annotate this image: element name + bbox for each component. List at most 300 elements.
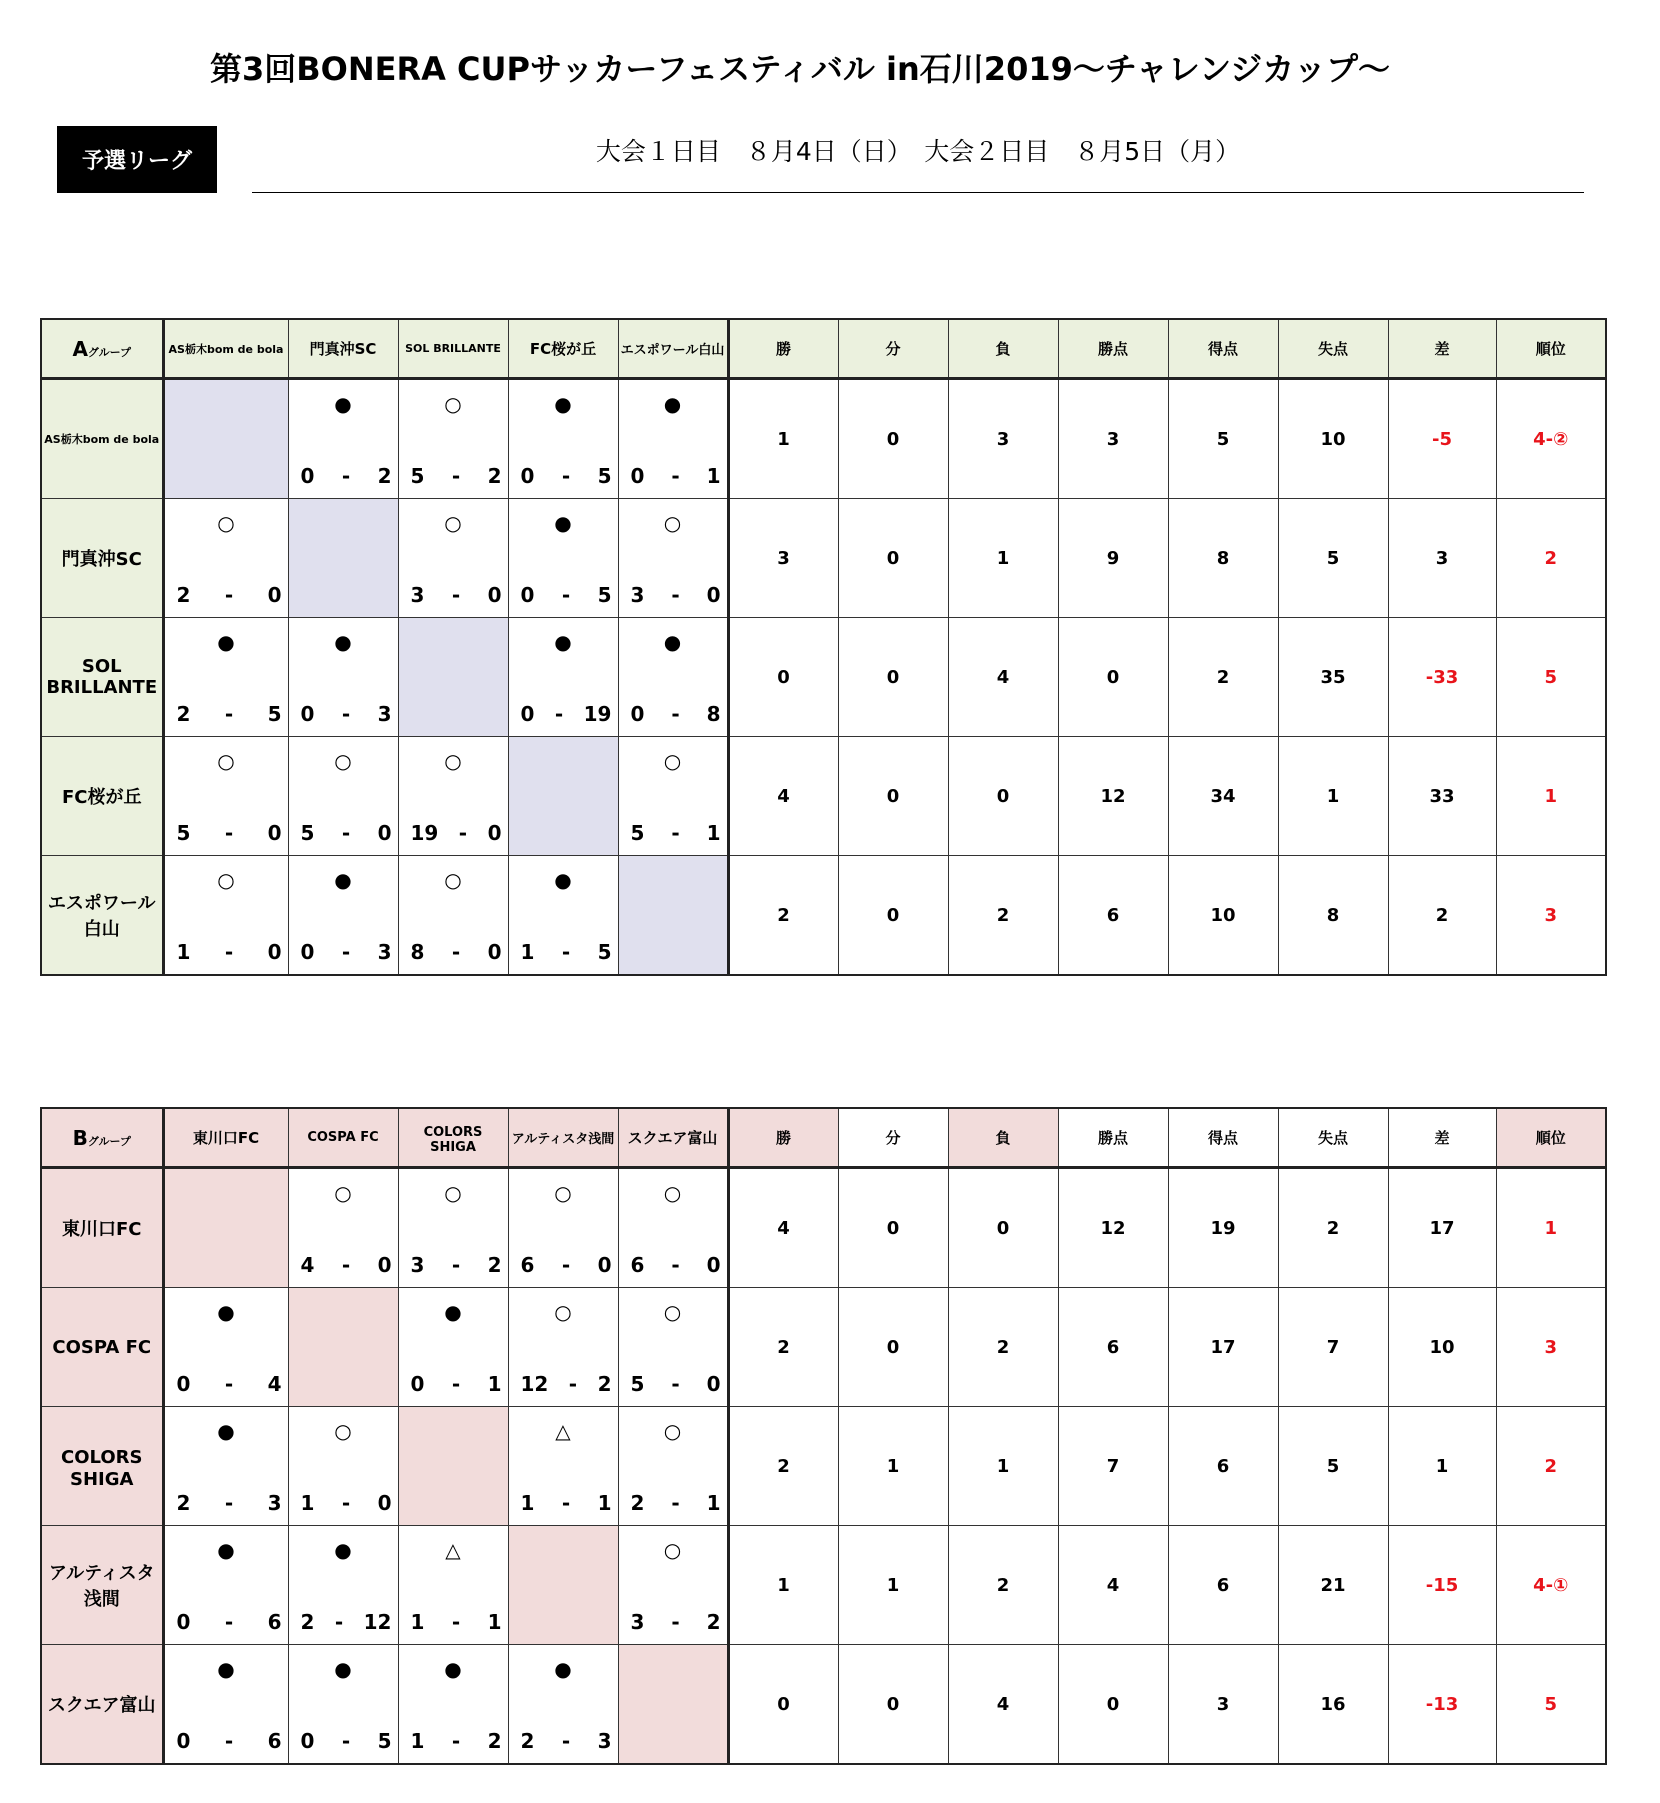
score-for: 2 — [520, 1729, 535, 1753]
match-result — [399, 380, 508, 498]
stat-value: 0 — [728, 1645, 838, 1765]
match-score — [301, 1729, 392, 1753]
team-header: 東川口FC — [163, 1108, 288, 1168]
stat-value: 0 — [838, 737, 948, 856]
score-dash: - — [224, 702, 234, 726]
stat-value: 2 — [728, 1407, 838, 1526]
match-result-cell — [398, 737, 508, 856]
score-against: 2 — [487, 1253, 502, 1277]
score-against: 0 — [377, 821, 392, 845]
score-for: 0 — [300, 702, 315, 726]
result-mark: ○ — [217, 511, 235, 535]
score-for: 6 — [630, 1253, 645, 1277]
stat-value: 4 — [948, 618, 1058, 737]
score-for: 5 — [630, 1372, 645, 1396]
stat-value: 9 — [1058, 499, 1168, 618]
match-result-cell — [163, 1288, 288, 1407]
score-dash: - — [561, 1729, 571, 1753]
score-dash: - — [451, 1729, 461, 1753]
score-dash: - — [224, 1491, 234, 1515]
match-score — [411, 1253, 502, 1277]
score-dash: - — [451, 583, 461, 607]
score-for: 0 — [520, 702, 535, 726]
score-dash: - — [451, 464, 461, 488]
score-against: 0 — [377, 1253, 392, 1277]
match-result-cell — [398, 1645, 508, 1765]
row-team-name: アルティスタ浅間 — [41, 1526, 163, 1645]
header-row — [41, 319, 1606, 379]
match-score — [301, 1610, 392, 1634]
score-dash: - — [561, 464, 571, 488]
result-mark: ● — [334, 630, 352, 654]
match-score — [177, 1372, 282, 1396]
match-result-cell — [398, 1168, 508, 1288]
match-score — [177, 940, 282, 964]
match-result — [289, 856, 398, 974]
match-result-cell — [398, 379, 508, 499]
match-score — [631, 702, 721, 726]
stat-value: 6 — [1058, 1288, 1168, 1407]
score-for: 0 — [520, 583, 535, 607]
self-match-cell — [508, 1526, 618, 1645]
row-team-name: スクエア富山 — [41, 1645, 163, 1765]
stat-value: 10 — [1168, 856, 1278, 976]
stat-value: 0 — [838, 1168, 948, 1288]
score-against: 0 — [706, 583, 721, 607]
score-against: 6 — [267, 1729, 282, 1753]
score-for: 3 — [630, 583, 645, 607]
result-mark: ● — [554, 630, 572, 654]
team-header: COSPA FC — [288, 1108, 398, 1168]
result-mark: ○ — [444, 868, 462, 892]
match-result — [399, 1526, 508, 1644]
score-for: 1 — [520, 1491, 535, 1515]
score-for: 2 — [176, 1491, 191, 1515]
score-for: 1 — [520, 940, 535, 964]
result-mark: ○ — [217, 749, 235, 773]
match-result — [509, 499, 618, 617]
match-result — [619, 737, 727, 855]
score-dash: - — [568, 1372, 578, 1396]
match-result-cell — [163, 1407, 288, 1526]
stat-value: 2 — [728, 1288, 838, 1407]
match-result-cell — [618, 1407, 728, 1526]
rank-value: 4-② — [1496, 379, 1606, 499]
score-dash: - — [671, 583, 680, 607]
group-a-table — [40, 318, 1607, 976]
score-against: 2 — [597, 1372, 612, 1396]
score-for: 1 — [300, 1491, 315, 1515]
score-against: 0 — [267, 940, 282, 964]
stat-value: 0 — [838, 856, 948, 976]
match-result — [399, 1169, 508, 1287]
score-dash: - — [224, 1372, 234, 1396]
match-result-cell — [288, 618, 398, 737]
stat-value: 6 — [1168, 1407, 1278, 1526]
stat-value: 1 — [728, 1526, 838, 1645]
header-row — [41, 1108, 1606, 1168]
score-dash: - — [671, 821, 680, 845]
match-result-cell — [398, 856, 508, 976]
score-for: 8 — [410, 940, 425, 964]
stat-value: 1 — [838, 1526, 948, 1645]
goal-difference: 10 — [1388, 1288, 1496, 1407]
match-result-cell — [508, 1168, 618, 1288]
score-for: 2 — [630, 1491, 645, 1515]
match-score — [521, 1491, 612, 1515]
match-result-cell — [618, 499, 728, 618]
self-match-cell — [398, 1407, 508, 1526]
score-against: 6 — [267, 1610, 282, 1634]
match-result-cell — [288, 1526, 398, 1645]
score-dash: - — [561, 940, 571, 964]
match-score — [301, 821, 392, 845]
score-for: 3 — [410, 583, 425, 607]
team-header: SOL BRILLANTE — [398, 319, 508, 379]
stat-value: 35 — [1278, 618, 1388, 737]
stat-value: 0 — [838, 1645, 948, 1765]
match-result — [619, 618, 727, 736]
score-against: 2 — [487, 464, 502, 488]
match-score — [411, 1610, 502, 1634]
result-mark: ○ — [663, 1300, 682, 1324]
match-result-cell — [288, 856, 398, 976]
stat-header: 得点 — [1168, 1108, 1278, 1168]
stat-value: 2 — [948, 1526, 1058, 1645]
match-result — [619, 380, 727, 498]
rank-value: 2 — [1496, 1407, 1606, 1526]
score-for: 19 — [410, 821, 439, 845]
stat-value: 0 — [948, 737, 1058, 856]
result-mark: ● — [444, 1657, 462, 1681]
team-header: AS栃木bom de bola — [163, 319, 288, 379]
group-label — [41, 1108, 163, 1168]
stat-header: 負 — [948, 1108, 1058, 1168]
score-dash: - — [671, 464, 680, 488]
result-mark: ● — [217, 630, 235, 654]
self-match-cell — [163, 1168, 288, 1288]
score-for: 1 — [410, 1610, 425, 1634]
result-mark: ○ — [554, 1181, 572, 1205]
team-row — [41, 1407, 1606, 1526]
self-match-cell — [288, 1288, 398, 1407]
match-result-cell — [288, 1168, 398, 1288]
match-result — [289, 1526, 398, 1644]
match-score — [177, 583, 282, 607]
row-team-name: COSPA FC — [41, 1288, 163, 1407]
match-result — [509, 380, 618, 498]
stat-header: 分 — [838, 1108, 948, 1168]
score-dash: - — [341, 702, 351, 726]
stat-value: 19 — [1168, 1168, 1278, 1288]
score-against: 5 — [597, 464, 612, 488]
score-against: 1 — [487, 1610, 502, 1634]
stat-value: 2 — [1278, 1168, 1388, 1288]
score-dash: - — [341, 1253, 351, 1277]
stat-value: 0 — [948, 1168, 1058, 1288]
match-result-cell — [288, 379, 398, 499]
goal-difference: 17 — [1388, 1168, 1496, 1288]
row-team-name: SOL BRILLANTE — [41, 618, 163, 737]
stat-value: 7 — [1058, 1407, 1168, 1526]
score-against: 0 — [267, 821, 282, 845]
score-dash: - — [561, 1491, 571, 1515]
row-team-name: 東川口FC — [41, 1168, 163, 1288]
score-against: 19 — [583, 702, 612, 726]
score-dash: - — [341, 821, 351, 845]
match-result-cell — [398, 1526, 508, 1645]
result-mark: ○ — [554, 1300, 572, 1324]
stat-header: 勝 — [728, 1108, 838, 1168]
match-result — [619, 1407, 727, 1525]
match-score — [631, 1253, 721, 1277]
score-for: 0 — [520, 464, 535, 488]
score-against: 2 — [377, 464, 392, 488]
stat-value: 0 — [1058, 618, 1168, 737]
score-dash: - — [334, 1610, 344, 1634]
tournament-dates: 大会１日目 ８月4日（日） 大会２日目 ８月5日（月） — [252, 132, 1584, 193]
match-result-cell — [163, 499, 288, 618]
stat-value: 12 — [1058, 1168, 1168, 1288]
score-dash: - — [341, 1729, 351, 1753]
match-result-cell — [288, 1407, 398, 1526]
result-mark: △ — [445, 1538, 461, 1562]
result-mark: ● — [663, 392, 682, 416]
group-letter: B — [72, 1125, 88, 1150]
match-result-cell — [618, 618, 728, 737]
match-score — [177, 702, 282, 726]
stat-value: 1 — [948, 499, 1058, 618]
match-result-cell — [163, 737, 288, 856]
score-against: 1 — [487, 1372, 502, 1396]
match-score — [177, 1610, 282, 1634]
score-dash: - — [224, 583, 234, 607]
result-mark: ● — [217, 1300, 235, 1324]
match-result-cell — [618, 737, 728, 856]
result-mark: ● — [554, 511, 572, 535]
goal-difference: 33 — [1388, 737, 1496, 856]
self-match-cell — [163, 379, 288, 499]
stat-header: 順位 — [1496, 1108, 1606, 1168]
team-row — [41, 618, 1606, 737]
match-result — [399, 1288, 508, 1406]
score-for: 5 — [300, 821, 315, 845]
score-dash: - — [451, 1253, 461, 1277]
match-score — [301, 1253, 392, 1277]
stat-value: 4 — [1058, 1526, 1168, 1645]
match-result-cell — [508, 618, 618, 737]
match-score — [521, 1729, 612, 1753]
match-result-cell — [508, 499, 618, 618]
score-for: 3 — [630, 1610, 645, 1634]
stat-value: 0 — [838, 618, 948, 737]
score-against: 0 — [377, 1491, 392, 1515]
match-score — [301, 702, 392, 726]
score-for: 0 — [176, 1372, 191, 1396]
stat-header: 差 — [1388, 1108, 1496, 1168]
score-against: 1 — [706, 1491, 721, 1515]
match-result-cell — [508, 1407, 618, 1526]
match-result — [289, 618, 398, 736]
stat-header: 分 — [838, 319, 948, 379]
stat-value: 5 — [1278, 499, 1388, 618]
group-suffix: グループ — [87, 1134, 131, 1148]
score-against: 5 — [597, 583, 612, 607]
self-match-cell — [398, 618, 508, 737]
match-score — [301, 940, 392, 964]
score-against: 0 — [487, 821, 502, 845]
match-score — [521, 464, 612, 488]
match-result — [399, 856, 508, 974]
match-result — [619, 1169, 727, 1287]
stat-value: 1 — [1278, 737, 1388, 856]
group-letter: A — [72, 336, 88, 361]
stat-value: 8 — [1168, 499, 1278, 618]
stat-header: 差 — [1388, 319, 1496, 379]
stat-value: 1 — [838, 1407, 948, 1526]
stat-value: 34 — [1168, 737, 1278, 856]
match-result-cell — [163, 1645, 288, 1765]
score-against: 3 — [377, 940, 392, 964]
stat-header: 順位 — [1496, 319, 1606, 379]
match-result-cell — [288, 737, 398, 856]
match-score — [411, 583, 502, 607]
score-for: 12 — [520, 1372, 549, 1396]
score-against: 3 — [377, 702, 392, 726]
score-against: 5 — [597, 940, 612, 964]
score-for: 0 — [630, 702, 645, 726]
score-dash: - — [341, 464, 351, 488]
stat-value: 2 — [728, 856, 838, 976]
score-dash: - — [451, 1610, 461, 1634]
score-for: 0 — [176, 1610, 191, 1634]
score-against: 0 — [487, 940, 502, 964]
result-mark: ○ — [444, 1181, 462, 1205]
score-dash: - — [341, 1491, 351, 1515]
result-mark: ● — [334, 392, 352, 416]
group-label — [41, 319, 163, 379]
match-result-cell — [508, 379, 618, 499]
score-against: 0 — [487, 583, 502, 607]
match-score — [177, 821, 282, 845]
match-score — [301, 1491, 392, 1515]
score-for: 0 — [300, 464, 315, 488]
score-against: 3 — [597, 1729, 612, 1753]
self-match-cell — [618, 856, 728, 976]
team-row — [41, 499, 1606, 618]
row-team-name: 門真沖SC — [41, 499, 163, 618]
result-mark: ○ — [217, 868, 235, 892]
score-dash: - — [341, 940, 351, 964]
rank-value: 4-① — [1496, 1526, 1606, 1645]
group-suffix: グループ — [87, 345, 132, 359]
result-mark: ● — [217, 1419, 235, 1443]
match-result — [289, 380, 398, 498]
result-mark: ● — [444, 1300, 462, 1324]
score-dash: - — [224, 940, 234, 964]
result-mark: ● — [554, 868, 572, 892]
score-for: 4 — [300, 1253, 315, 1277]
score-against: 0 — [597, 1253, 612, 1277]
score-for: 0 — [300, 940, 315, 964]
match-score — [411, 1729, 502, 1753]
match-result-cell — [618, 1288, 728, 1407]
score-dash: - — [671, 1610, 680, 1634]
stat-value: 1 — [948, 1407, 1058, 1526]
match-result-cell — [288, 1645, 398, 1765]
match-result-cell — [163, 1526, 288, 1645]
rank-value: 2 — [1496, 499, 1606, 618]
rank-value: 1 — [1496, 1168, 1606, 1288]
stat-value: 16 — [1278, 1645, 1388, 1765]
match-result — [289, 1407, 398, 1525]
match-result — [165, 1645, 288, 1763]
result-mark: ○ — [444, 749, 462, 773]
match-result — [165, 856, 288, 974]
result-mark: ● — [217, 1657, 235, 1681]
result-mark: ● — [334, 1538, 352, 1562]
score-dash: - — [561, 583, 571, 607]
team-row — [41, 737, 1606, 856]
score-against: 5 — [377, 1729, 392, 1753]
stat-value: 17 — [1168, 1288, 1278, 1407]
score-against: 8 — [706, 702, 721, 726]
match-result — [619, 499, 727, 617]
team-header: COLORS SHIGA — [398, 1108, 508, 1168]
team-header: FC桜が丘 — [508, 319, 618, 379]
goal-difference: -5 — [1388, 379, 1496, 499]
match-result-cell — [163, 618, 288, 737]
stat-value: 0 — [728, 618, 838, 737]
result-mark: ○ — [663, 1419, 682, 1443]
stat-value: 0 — [838, 499, 948, 618]
score-against: 0 — [706, 1372, 721, 1396]
team-header: スクエア富山 — [618, 1108, 728, 1168]
match-score — [521, 1253, 612, 1277]
stat-value: 4 — [728, 737, 838, 856]
match-score — [631, 1372, 721, 1396]
stat-header: 得点 — [1168, 319, 1278, 379]
goal-difference: -33 — [1388, 618, 1496, 737]
score-dash: - — [561, 1253, 571, 1277]
score-for: 5 — [630, 821, 645, 845]
score-dash: - — [224, 1610, 234, 1634]
result-mark: ○ — [663, 1538, 682, 1562]
match-score — [631, 1491, 721, 1515]
match-score — [411, 464, 502, 488]
result-mark: ● — [663, 630, 682, 654]
team-row — [41, 1288, 1606, 1407]
score-against: 2 — [706, 1610, 721, 1634]
stat-value: 0 — [838, 1288, 948, 1407]
match-result — [509, 1288, 618, 1406]
result-mark: ● — [334, 1657, 352, 1681]
match-result — [509, 1407, 618, 1525]
result-mark: ○ — [663, 1181, 682, 1205]
score-against: 1 — [597, 1491, 612, 1515]
rank-value: 3 — [1496, 856, 1606, 976]
result-mark: ○ — [663, 749, 682, 773]
stat-value: 2 — [948, 856, 1058, 976]
match-result — [509, 618, 618, 736]
match-result — [165, 1526, 288, 1644]
stat-value: 5 — [1278, 1407, 1388, 1526]
match-result-cell — [618, 379, 728, 499]
result-mark: ○ — [663, 511, 682, 535]
self-match-cell — [508, 737, 618, 856]
match-result — [399, 737, 508, 855]
self-match-cell — [618, 1645, 728, 1765]
